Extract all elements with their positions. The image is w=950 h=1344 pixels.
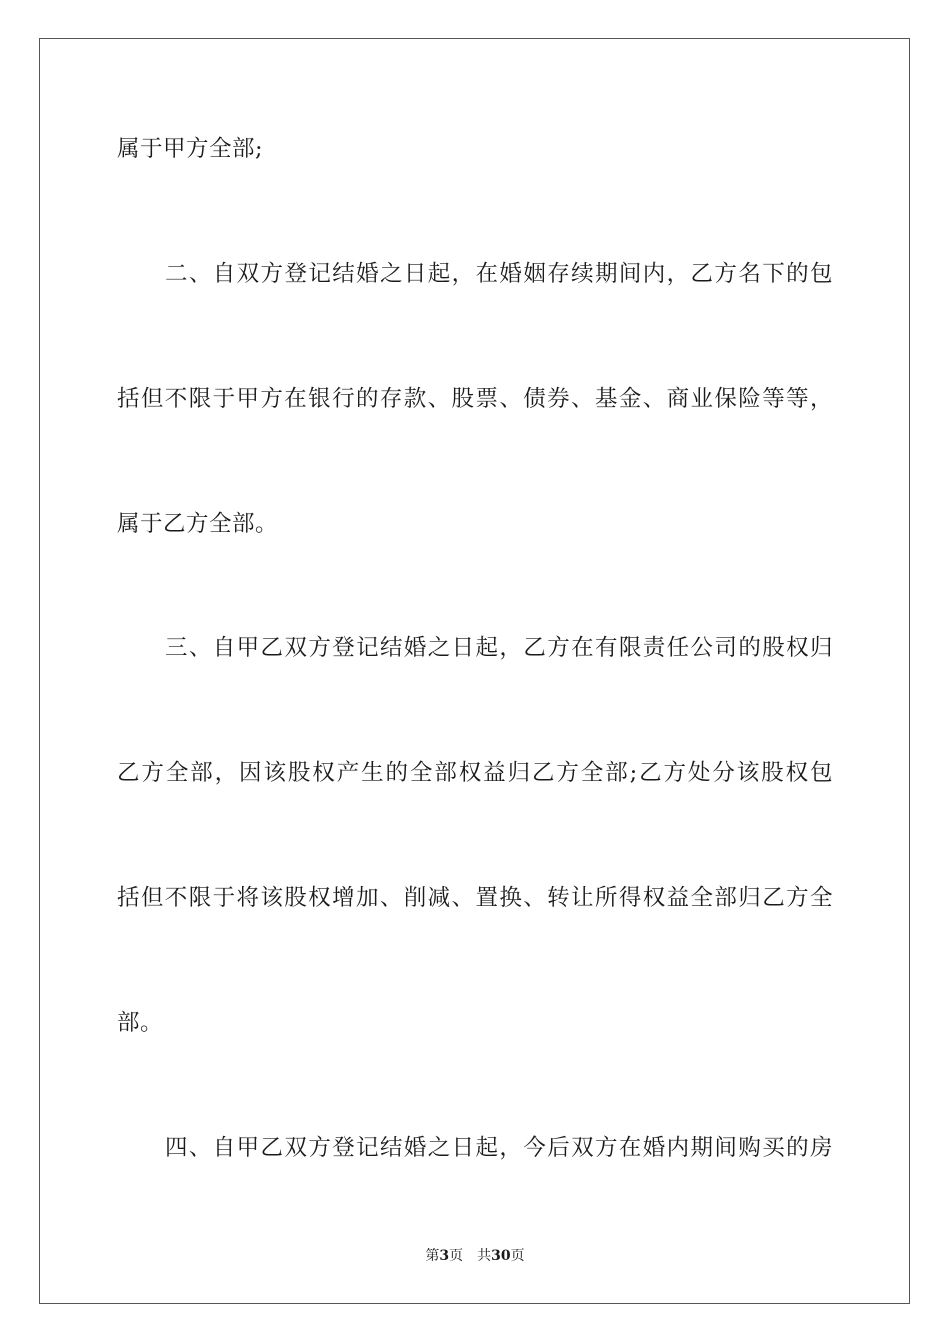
text-line-1: 属于甲方全部; <box>117 136 264 162</box>
text-line-2: 二、自双方登记结婚之日起，在婚姻存续期间内，乙方名下的包 <box>165 261 833 287</box>
page-footer <box>0 1246 950 1266</box>
text-line-8: 部。 <box>117 1010 164 1036</box>
total-suffix: 页 <box>510 1248 525 1264</box>
text-line-5: 三、自甲乙双方登记结婚之日起，乙方在有限责任公司的股权归 <box>165 635 833 661</box>
page-suffix: 页 <box>449 1248 464 1264</box>
text-line-6: 乙方全部，因该股权产生的全部权益归乙方全部;乙方处分该股权包 <box>117 760 833 786</box>
text-line-7: 括但不限于将该股权增加、削减、置换、转让所得权益全部归乙方全 <box>117 885 833 911</box>
total-pages: 30 <box>491 1248 511 1264</box>
text-line-3: 括但不限于甲方在银行的存款、股票、债券、基金、商业保险等等， <box>117 386 833 412</box>
text-line-4: 属于乙方全部。 <box>117 511 279 537</box>
page-number: 3 <box>439 1248 450 1264</box>
text-line-9: 四、自甲乙双方登记结婚之日起，今后双方在婚内期间购买的房 <box>165 1135 833 1161</box>
total-prefix: 共 <box>477 1248 492 1264</box>
page-prefix: 第 <box>425 1248 440 1264</box>
page-frame <box>39 38 910 1304</box>
